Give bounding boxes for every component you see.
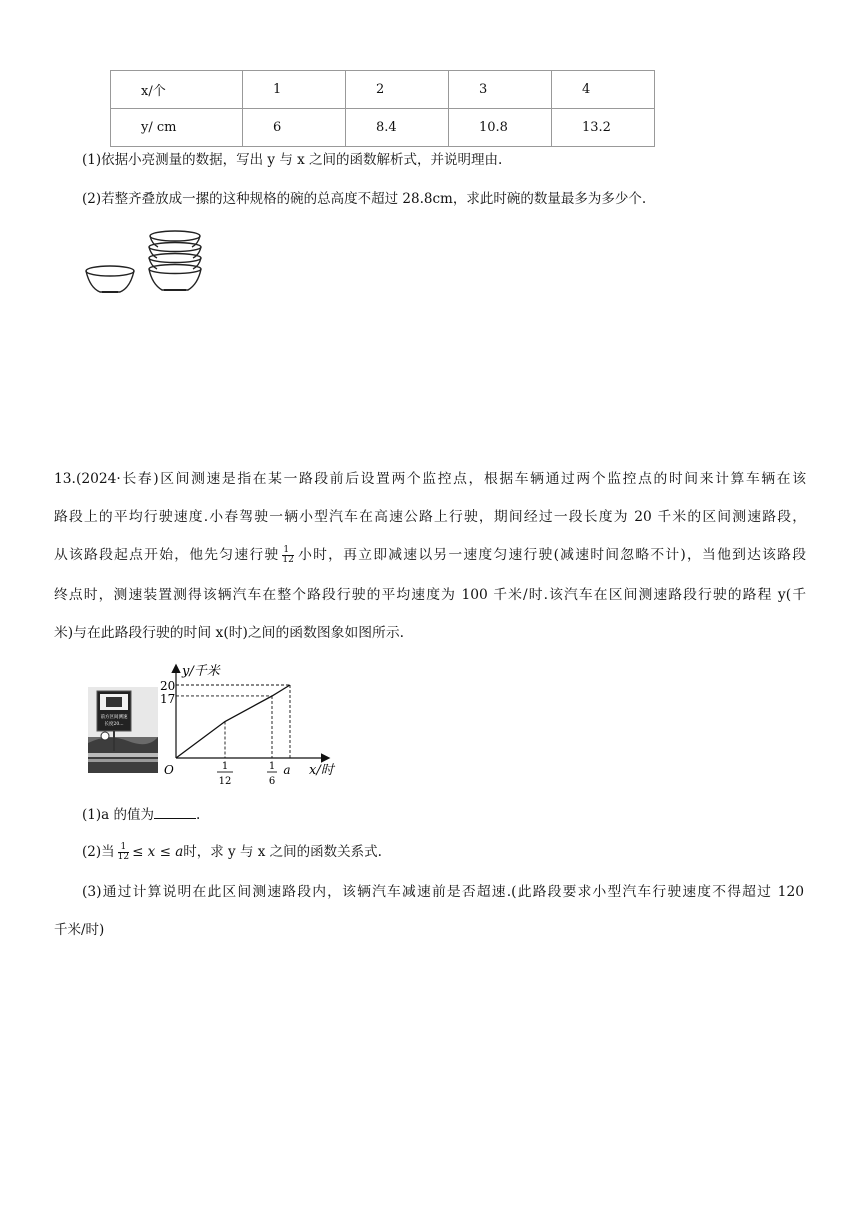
q13-part3-line-1: (3)通过计算说明在此区间测速路段内，该辆汽车减速前是否超速.(此路段要求小型汽车行驶速度不得超过 120 [82, 884, 804, 900]
distance-time-graph [160, 660, 340, 790]
y-axis-label: y/千米 [182, 664, 220, 679]
q13-part1: (1)a 的值为 . [82, 807, 201, 823]
table-cell: 10.8 [449, 109, 552, 147]
q13-line-3-b: 小时，再立即减速以另一速度匀速行驶(减速时间忽略不计)，当他到达该路段 [296, 547, 807, 563]
table-cell: 4 [552, 71, 655, 109]
q13-line-5: 米)与在此路段行驶的时间 x(时)之间的函数图象如图所示. [54, 625, 405, 641]
q13-line-1: 13.(2024·长春)区间测速是指在某一路段前后设置两个监控点，根据车辆通过两个监控点的时间来计算车辆在该 [54, 471, 806, 487]
x-tick-a: a [283, 763, 291, 777]
table-cell: 8.4 [346, 109, 449, 147]
q12-part1: (1)依据小亮测量的数据，写出 y 与 x 之间的函数解析式，并说明理由. [82, 152, 503, 168]
x-axis-label: x/时 [309, 763, 334, 778]
table-header-y: y/ cm [111, 109, 243, 147]
q13-line-3-a: 从该路段起点开始，他先匀速行驶 [54, 547, 280, 563]
table-header-x: x/个 [111, 71, 243, 109]
bowls-illustration [84, 226, 208, 298]
sign-text: 长度20... [104, 722, 124, 727]
table-cell: 6 [243, 109, 346, 147]
origin-label: O [164, 763, 174, 777]
x-tick-1-6-den: 6 [268, 776, 276, 787]
fraction: $\frac{1}{12}$ [117, 842, 130, 862]
sign-text: 前方区间测速 [100, 715, 128, 720]
q13-line-3 [54, 545, 806, 565]
table-row [111, 109, 655, 147]
q12-part2: (2)若整齐叠放成一摞的这种规格的碗的总高度不超过 28.8cm，求此时碗的数量最多为多少个. [82, 191, 647, 207]
x-tick-1-12-num: 1 [221, 761, 229, 772]
q13-part2: (2)当 $\frac{1}{12}$ ≤ x ≤ a时，求 y 与 x 之间的函数关系式. [82, 842, 382, 862]
q13-part3-line-2: 千米/时) [54, 922, 105, 938]
q13-line-2: 路段上的平均行驶速度.小春驾驶一辆小型汽车在高速公路上行驶，期间经过一段长度为 20 千米的区间测速路段， [54, 509, 806, 525]
fraction: $\frac{1}{12}$ [282, 545, 294, 565]
y-tick-20: 20 [160, 679, 176, 693]
table-cell: 3 [449, 71, 552, 109]
table-row [111, 71, 655, 109]
single-bowl [86, 266, 134, 292]
x-tick-1-6-num: 1 [268, 761, 276, 772]
table-cell: 1 [243, 71, 346, 109]
answer-blank [154, 805, 196, 819]
x-tick-1-12-den: 12 [218, 776, 232, 787]
table-cell: 13.2 [552, 109, 655, 147]
q13-line-4: 终点时，测速装置测得该辆汽车在整个路段行驶的平均速度为 100 千米/时.该汽车在区间测速路段行驶的路程 y(千 [54, 587, 806, 603]
table-cell: 2 [346, 71, 449, 109]
road-sign-photo [88, 687, 158, 773]
y-tick-17: 17 [160, 692, 176, 706]
data-table [110, 70, 655, 147]
stacked-bowls [149, 231, 201, 290]
